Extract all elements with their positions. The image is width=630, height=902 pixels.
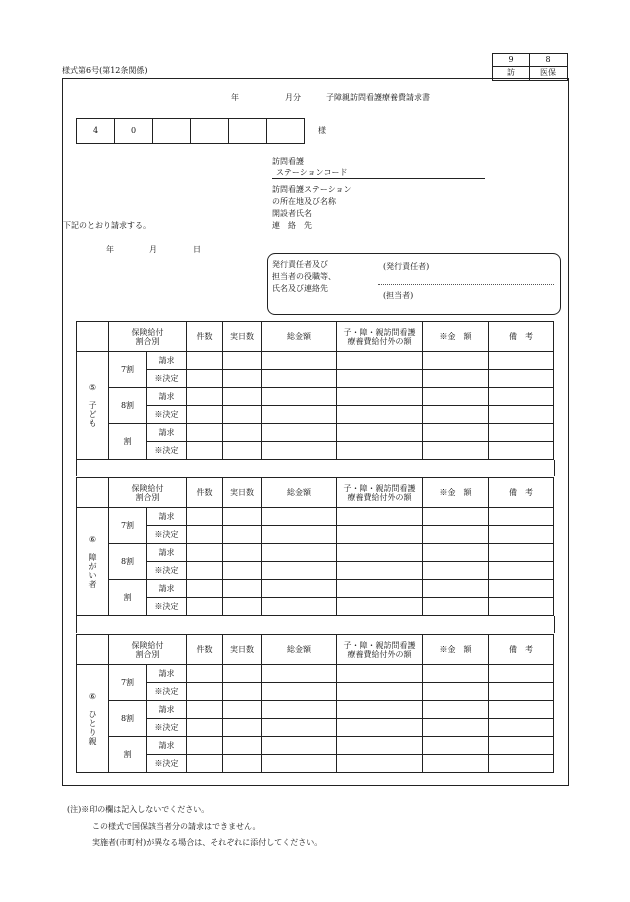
request-label: 請求	[147, 737, 187, 755]
request-label: 請求	[147, 388, 187, 406]
cell-input[interactable]	[337, 683, 423, 701]
cell-input[interactable]	[223, 370, 262, 388]
header-ratio-line-1: 保険給付	[131, 640, 164, 650]
cell-input[interactable]	[337, 562, 423, 580]
cell-input[interactable]	[262, 388, 337, 406]
cell-input[interactable]	[423, 737, 489, 755]
responsible-label-3: 氏名及び連絡先	[272, 284, 328, 293]
cell-input[interactable]	[337, 580, 423, 598]
form-code-box	[492, 53, 568, 81]
cell-input[interactable]	[489, 352, 554, 370]
cell-input[interactable]	[423, 598, 489, 616]
cell-input[interactable]	[423, 508, 489, 526]
cell-input[interactable]	[423, 442, 489, 460]
decision-label: ※決定	[147, 719, 187, 737]
cell-input[interactable]	[489, 370, 554, 388]
header-ratio	[109, 478, 187, 508]
cell-input[interactable]	[489, 526, 554, 544]
request-label: 請求	[147, 701, 187, 719]
section-gap	[76, 460, 555, 476]
cell-input[interactable]	[337, 701, 423, 719]
group-char: ど	[88, 410, 97, 419]
group-char: も	[88, 419, 97, 428]
cell-input[interactable]	[489, 701, 554, 719]
header-other-line-2: 療養費給付外の額	[347, 492, 412, 502]
request-label: 請求	[147, 544, 187, 562]
header-other-line-2: 療養費給付外の額	[347, 336, 412, 346]
person-label: (担当者)	[383, 291, 414, 300]
decision-label: ※決定	[147, 598, 187, 616]
cell-input[interactable]	[337, 508, 423, 526]
header-total: 総金額	[262, 478, 337, 508]
cell-input[interactable]	[187, 544, 223, 562]
group-char: 子	[88, 401, 97, 410]
ratio-label: 割	[109, 424, 147, 460]
header-ratio-line-2: 割合別	[135, 492, 160, 502]
issuer-label: (発行責任者)	[383, 262, 430, 271]
cell-input[interactable]	[187, 665, 223, 683]
cell-input[interactable]	[262, 598, 337, 616]
cell-input[interactable]	[262, 701, 337, 719]
code-a: 9	[508, 55, 514, 64]
cell-input[interactable]	[262, 352, 337, 370]
decision-label: ※決定	[147, 755, 187, 773]
request-label: 請求	[147, 424, 187, 442]
header-total: 総金額	[262, 635, 337, 665]
group-label-disabled	[77, 508, 109, 616]
cell-input[interactable]	[423, 370, 489, 388]
note-2: この様式で国保該当者分の請求はできません。	[92, 822, 261, 831]
section-table-single-parent	[76, 634, 554, 773]
header-days: 実日数	[223, 322, 262, 352]
station-code-label-2: ステーションコード	[276, 168, 348, 177]
cell-input[interactable]	[337, 719, 423, 737]
form-number: 様式第6号(第12条関係)	[62, 66, 148, 75]
cell-input[interactable]	[187, 406, 223, 424]
cell-input[interactable]	[262, 442, 337, 460]
group-char: が	[88, 561, 97, 571]
contact-label: 連 絡 先	[272, 221, 312, 230]
group-mark: ⑤	[88, 383, 97, 392]
header-ratio	[109, 322, 187, 352]
decision-label: ※決定	[147, 442, 187, 460]
cell-input[interactable]	[337, 737, 423, 755]
decision-label: ※決定	[147, 562, 187, 580]
cell-input[interactable]	[489, 737, 554, 755]
cell-input[interactable]	[423, 665, 489, 683]
cell-input[interactable]	[337, 370, 423, 388]
cell-input[interactable]	[489, 388, 554, 406]
decision-label: ※決定	[147, 683, 187, 701]
date-year-label: 年	[106, 245, 114, 254]
cell-input[interactable]	[187, 719, 223, 737]
group-mark: ⑥	[88, 691, 97, 701]
cell-input[interactable]	[423, 755, 489, 773]
code-label-b: 医保	[540, 68, 556, 77]
request-label: 請求	[147, 580, 187, 598]
cell-input[interactable]	[262, 562, 337, 580]
responsible-label-2: 担当者の役職等、	[272, 272, 336, 281]
cell-input[interactable]	[489, 562, 554, 580]
cell-input[interactable]	[337, 406, 423, 424]
header-ratio	[109, 635, 187, 665]
cell-input[interactable]	[223, 352, 262, 370]
responsible-label-1: 発行責任者及び	[272, 260, 328, 269]
cell-input[interactable]	[262, 424, 337, 442]
cell-input[interactable]	[423, 580, 489, 598]
cell-input[interactable]	[262, 526, 337, 544]
ratio-label: 7割	[109, 352, 147, 388]
cell-input[interactable]	[489, 755, 554, 773]
cell-input[interactable]	[337, 665, 423, 683]
station-code-line	[272, 178, 485, 179]
cell-input[interactable]	[187, 526, 223, 544]
cell-input[interactable]	[223, 406, 262, 424]
cell-input[interactable]	[187, 683, 223, 701]
header-cases: 件数	[187, 635, 223, 665]
cell-input[interactable]	[337, 424, 423, 442]
ratio-label: 7割	[109, 508, 147, 544]
request-text: 下記のとおり請求する。	[63, 221, 151, 230]
cell-input[interactable]	[489, 424, 554, 442]
group-char: と	[88, 718, 97, 728]
cell-input[interactable]	[489, 406, 554, 424]
header-amount: ※金 額	[423, 322, 489, 352]
number-box[interactable]	[191, 119, 229, 143]
cell-input[interactable]	[187, 562, 223, 580]
section-gap	[76, 616, 555, 633]
header-days: 実日数	[223, 635, 262, 665]
cell-input[interactable]	[423, 683, 489, 701]
ratio-label: 割	[109, 580, 147, 616]
cell-input[interactable]	[223, 562, 262, 580]
header-days: 実日数	[223, 478, 262, 508]
cell-input[interactable]	[262, 719, 337, 737]
cell-input[interactable]	[223, 424, 262, 442]
cell-input[interactable]	[489, 544, 554, 562]
form-title: 子障親訪問看護療養費請求書	[326, 93, 430, 102]
cell-input[interactable]	[262, 508, 337, 526]
cell-input[interactable]	[187, 755, 223, 773]
group-char: ひ	[88, 709, 97, 719]
header-ratio-line-2: 割合別	[135, 336, 160, 346]
header-other-line-2: 療養費給付外の額	[347, 649, 412, 659]
group-mark: ⑥	[88, 534, 97, 544]
issuer-dotted-line	[378, 284, 554, 285]
header-total: 総金額	[262, 322, 337, 352]
cell-input[interactable]	[489, 683, 554, 701]
cell-input[interactable]	[489, 580, 554, 598]
header-ratio-line-1: 保険給付	[131, 327, 164, 337]
cell-input[interactable]	[187, 737, 223, 755]
ratio-label: 8割	[109, 544, 147, 580]
header-ratio-line-2: 割合別	[135, 649, 160, 659]
cell-input[interactable]	[187, 598, 223, 616]
cell-input[interactable]	[423, 562, 489, 580]
cell-input[interactable]	[187, 388, 223, 406]
header-remarks: 備 考	[489, 322, 554, 352]
cell-input[interactable]	[223, 737, 262, 755]
group-char: い	[88, 570, 97, 580]
cell-input[interactable]	[423, 406, 489, 424]
header-blank	[77, 322, 109, 352]
note-1: (注)※印の欄は記入しないでください。	[67, 805, 210, 814]
cell-input[interactable]	[423, 352, 489, 370]
cell-input[interactable]	[187, 424, 223, 442]
header-other	[337, 635, 423, 665]
cell-input[interactable]	[187, 701, 223, 719]
header-cases: 件数	[187, 322, 223, 352]
decision-label: ※決定	[147, 406, 187, 424]
cell-input[interactable]	[337, 442, 423, 460]
cell-input[interactable]	[262, 755, 337, 773]
cell-input[interactable]	[262, 737, 337, 755]
header-other-line-1: 子・障・親訪問看護	[343, 483, 416, 493]
cell-input[interactable]	[337, 598, 423, 616]
cell-input[interactable]	[223, 701, 262, 719]
cell-input[interactable]	[423, 719, 489, 737]
note-3: 実施者(市町村)が異なる場合は、それぞれに添付してください。	[92, 838, 323, 847]
cell-input[interactable]	[489, 665, 554, 683]
header-other-line-1: 子・障・親訪問看護	[343, 327, 416, 337]
cell-input[interactable]	[223, 508, 262, 526]
cell-input[interactable]	[223, 388, 262, 406]
cell-input[interactable]	[187, 580, 223, 598]
header-ratio-line-1: 保険給付	[131, 483, 164, 493]
cell-input[interactable]	[223, 755, 262, 773]
header-remarks: 備 考	[489, 478, 554, 508]
cell-input[interactable]	[223, 544, 262, 562]
ratio-label: 8割	[109, 701, 147, 737]
group-char: 親	[88, 736, 97, 746]
number-box[interactable]: 4	[77, 119, 115, 143]
header-amount: ※金 額	[423, 478, 489, 508]
number-box[interactable]	[229, 119, 267, 143]
number-box[interactable]: 0	[115, 119, 153, 143]
request-label: 請求	[147, 352, 187, 370]
cell-input[interactable]	[187, 442, 223, 460]
ratio-label: 7割	[109, 665, 147, 701]
cell-input[interactable]	[223, 580, 262, 598]
cell-input[interactable]	[223, 683, 262, 701]
cell-input[interactable]	[337, 352, 423, 370]
ratio-label: 8割	[109, 388, 147, 424]
cell-input[interactable]	[187, 370, 223, 388]
cell-input[interactable]	[489, 598, 554, 616]
date-month-label: 月	[149, 245, 157, 254]
header-month-label: 月分	[285, 93, 301, 102]
recipient-number-boxes[interactable]	[76, 118, 305, 144]
cell-input[interactable]	[262, 665, 337, 683]
header-other	[337, 478, 423, 508]
cell-input[interactable]	[262, 370, 337, 388]
station-address-label-2: の所在地及び名称	[272, 197, 336, 206]
header-amount: ※金 額	[423, 635, 489, 665]
group-label-single-parent	[77, 665, 109, 773]
cell-input[interactable]	[423, 424, 489, 442]
cell-input[interactable]	[423, 544, 489, 562]
cell-input[interactable]	[223, 526, 262, 544]
request-label: 請求	[147, 508, 187, 526]
decision-label: ※決定	[147, 370, 187, 388]
header-other-line-1: 子・障・親訪問看護	[343, 640, 416, 650]
ratio-label: 割	[109, 737, 147, 773]
cell-input[interactable]	[262, 544, 337, 562]
group-char: り	[88, 727, 97, 737]
header-remarks: 備 考	[489, 635, 554, 665]
cell-input[interactable]	[423, 701, 489, 719]
header-blank	[77, 635, 109, 665]
cell-input[interactable]	[187, 508, 223, 526]
number-box[interactable]	[267, 119, 304, 143]
station-address-label-1: 訪問看護ステーション	[272, 185, 352, 194]
header-year-label: 年	[231, 93, 239, 102]
cell-input[interactable]	[223, 442, 262, 460]
cell-input[interactable]	[423, 526, 489, 544]
header-other	[337, 322, 423, 352]
header-cases: 件数	[187, 478, 223, 508]
cell-input[interactable]	[489, 508, 554, 526]
cell-input[interactable]	[223, 719, 262, 737]
number-box[interactable]	[153, 119, 191, 143]
founder-label: 開設者氏名	[272, 209, 312, 218]
section-table-children	[76, 321, 554, 460]
cell-input[interactable]	[489, 719, 554, 737]
addressee-suffix: 様	[318, 126, 326, 135]
group-char: 者	[88, 579, 97, 589]
cell-input[interactable]	[223, 665, 262, 683]
cell-input[interactable]	[337, 388, 423, 406]
decision-label: ※決定	[147, 526, 187, 544]
code-label-a: 訪	[507, 68, 515, 77]
cell-input[interactable]	[337, 755, 423, 773]
code-b: 8	[545, 55, 551, 64]
cell-input[interactable]	[337, 526, 423, 544]
cell-input[interactable]	[489, 442, 554, 460]
cell-input[interactable]	[262, 683, 337, 701]
group-label-children	[77, 352, 109, 460]
cell-input[interactable]	[262, 406, 337, 424]
station-code-label-1: 訪問看護	[272, 157, 304, 166]
cell-input[interactable]	[423, 388, 489, 406]
cell-input[interactable]	[187, 352, 223, 370]
date-day-label: 日	[193, 245, 201, 254]
request-label: 請求	[147, 665, 187, 683]
group-char: 障	[88, 552, 97, 562]
cell-input[interactable]	[223, 598, 262, 616]
header-blank	[77, 478, 109, 508]
section-table-disabled	[76, 477, 554, 616]
cell-input[interactable]	[262, 580, 337, 598]
cell-input[interactable]	[337, 544, 423, 562]
